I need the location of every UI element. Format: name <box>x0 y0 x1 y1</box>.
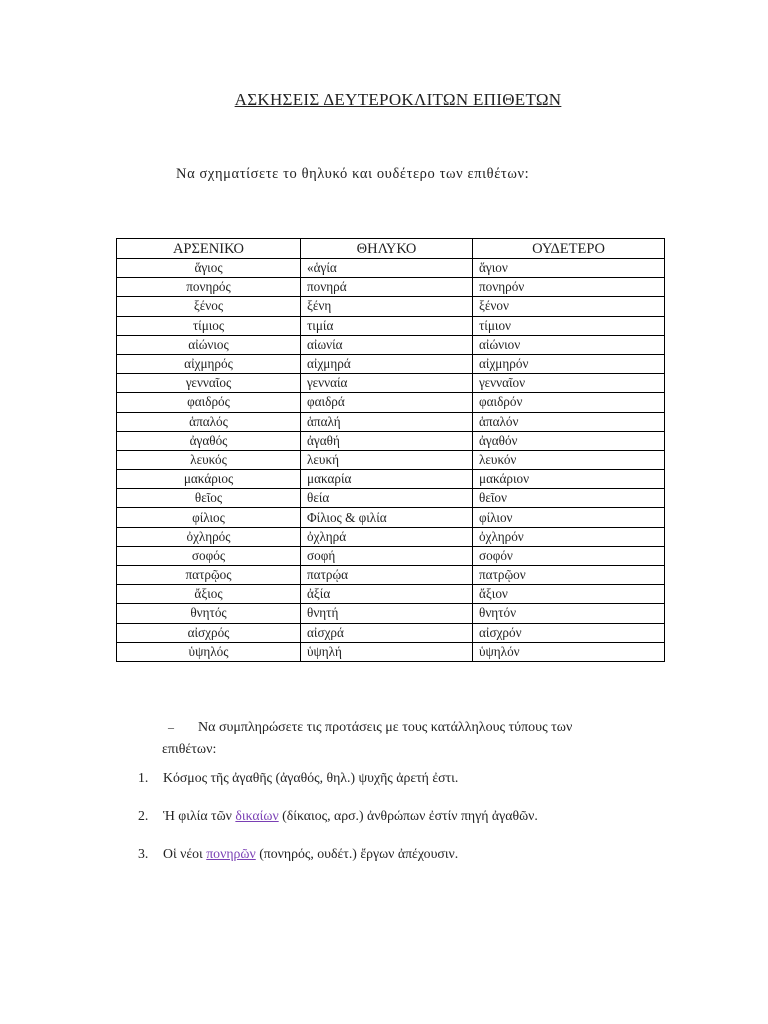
table-row <box>117 354 665 373</box>
cell-feminine: φαιδρά <box>301 393 473 412</box>
header-masculine: ΑΡΣΕΝΙΚΟ <box>117 239 301 259</box>
cell-neuter: ὑψηλόν <box>473 642 665 661</box>
cell-masculine: πονηρός <box>117 278 301 297</box>
exercise-item <box>138 846 458 862</box>
cell-neuter: ἀγαθόν <box>473 431 665 450</box>
exercise-item <box>138 808 538 824</box>
exercise-item <box>138 770 458 786</box>
cell-masculine: γενναῖος <box>117 374 301 393</box>
cell-masculine: σοφός <box>117 546 301 565</box>
exercise-number: 3. <box>138 846 149 861</box>
cell-neuter: φίλιον <box>473 508 665 527</box>
cell-feminine: πονηρά <box>301 278 473 297</box>
exercise-number: 2. <box>138 808 149 823</box>
cell-masculine: τίμιος <box>117 316 301 335</box>
cell-feminine: αἰωνία <box>301 335 473 354</box>
cell-masculine: θεῖος <box>117 489 301 508</box>
cell-feminine: τιμία <box>301 316 473 335</box>
instruction-form-adjectives: Να σχηματίσετε το θηλυκό και ουδέτερο των επιθέτων: <box>176 166 530 182</box>
cell-neuter: αἰχμηρόν <box>473 354 665 373</box>
cell-feminine: θεία <box>301 489 473 508</box>
cell-neuter: πατρῷον <box>473 566 665 585</box>
cell-masculine: ἀγαθός <box>117 431 301 450</box>
table-row <box>117 335 665 354</box>
exercise-text-after: (δίκαιος, αρσ.) ἀνθρώπων ἐστίν πηγή ἀγαθῶν. <box>278 808 538 823</box>
cell-neuter: τίμιον <box>473 316 665 335</box>
table-row <box>117 450 665 469</box>
cell-feminine: σοφή <box>301 546 473 565</box>
header-feminine: ΘΗΛΥΚΟ <box>301 239 473 259</box>
cell-neuter: λευκόν <box>473 450 665 469</box>
cell-feminine: ἀξία <box>301 585 473 604</box>
adjectives-table <box>116 238 665 662</box>
cell-masculine: αἰώνιος <box>117 335 301 354</box>
cell-masculine: πατρῷος <box>117 566 301 585</box>
cell-neuter: αἰσχρόν <box>473 623 665 642</box>
cell-feminine: αἰσχρά <box>301 623 473 642</box>
table-row <box>117 508 665 527</box>
table-row <box>117 278 665 297</box>
table-row <box>117 604 665 623</box>
cell-feminine: «ἁγία <box>301 259 473 278</box>
table-header-row <box>117 239 665 259</box>
table-row <box>117 470 665 489</box>
page-title: ΑΣΚΗΣΕΙΣ ΔΕΥΤΕΡΟΚΛΙΤΩΝ ΕΠΙΘΕΤΩΝ <box>234 90 562 109</box>
cell-masculine: ὑψηλός <box>117 642 301 661</box>
exercise-text: Κόσμος τῆς ἀγαθῆς (ἀγαθός, θηλ.) ψυχῆς ἀρετή ἐστι. <box>163 770 459 785</box>
cell-neuter: πονηρόν <box>473 278 665 297</box>
cell-neuter: θεῖον <box>473 489 665 508</box>
cell-feminine: ξένη <box>301 297 473 316</box>
dash-marker: – <box>168 720 174 734</box>
instruction2-line2: επιθέτων: <box>162 742 217 757</box>
cell-feminine: αἰχμηρά <box>301 354 473 373</box>
cell-feminine: ἁπαλή <box>301 412 473 431</box>
cell-feminine: ὑψηλή <box>301 642 473 661</box>
exercise-text-after: (πονηρός, ουδέτ.) ἔργων ἀπέχουσιν. <box>255 846 459 861</box>
cell-neuter: ξένον <box>473 297 665 316</box>
header-neuter: ΟΥΔΕΤΕΡΟ <box>473 239 665 259</box>
cell-masculine: ἅγιος <box>117 259 301 278</box>
cell-masculine: λευκός <box>117 450 301 469</box>
table-row <box>117 623 665 642</box>
cell-masculine: φίλιος <box>117 508 301 527</box>
exercise-text-before: Οἱ νέοι <box>163 846 207 861</box>
cell-masculine: ξένος <box>117 297 301 316</box>
table-row <box>117 412 665 431</box>
cell-neuter: ἄξιον <box>473 585 665 604</box>
table-row <box>117 259 665 278</box>
exercise-answer[interactable]: πονηρῶν <box>206 846 256 861</box>
cell-masculine: ὀχληρός <box>117 527 301 546</box>
cell-feminine: πατρῴα <box>301 566 473 585</box>
table-row <box>117 297 665 316</box>
cell-neuter: γενναῖον <box>473 374 665 393</box>
exercise-text-before: Ἡ φιλία τῶν <box>163 808 236 823</box>
instruction-fill-sentences <box>162 716 652 761</box>
table-row <box>117 527 665 546</box>
cell-feminine: γενναία <box>301 374 473 393</box>
cell-neuter: φαιδρόν <box>473 393 665 412</box>
cell-neuter: ὀχληρόν <box>473 527 665 546</box>
cell-feminine: μακαρία <box>301 470 473 489</box>
table-row <box>117 431 665 450</box>
table-row <box>117 546 665 565</box>
table-row <box>117 489 665 508</box>
cell-masculine: αἰχμηρός <box>117 354 301 373</box>
cell-masculine: θνητός <box>117 604 301 623</box>
table-row <box>117 393 665 412</box>
table-row <box>117 585 665 604</box>
cell-neuter: θνητόν <box>473 604 665 623</box>
cell-feminine: λευκή <box>301 450 473 469</box>
cell-feminine: θνητή <box>301 604 473 623</box>
cell-masculine: φαιδρός <box>117 393 301 412</box>
exercise-answer[interactable]: δικαίων <box>235 808 279 823</box>
exercise-number: 1. <box>138 770 149 785</box>
cell-masculine: ἁπαλός <box>117 412 301 431</box>
cell-feminine: Φίλιος & φιλία <box>301 508 473 527</box>
cell-masculine: μακάριος <box>117 470 301 489</box>
cell-neuter: ἁπαλόν <box>473 412 665 431</box>
cell-neuter: αἰώνιον <box>473 335 665 354</box>
cell-neuter: μακάριον <box>473 470 665 489</box>
table-row <box>117 642 665 661</box>
cell-masculine: ἄξιος <box>117 585 301 604</box>
table-row <box>117 374 665 393</box>
table-row <box>117 566 665 585</box>
cell-feminine: ἀγαθή <box>301 431 473 450</box>
cell-neuter: σοφόν <box>473 546 665 565</box>
cell-masculine: αἰσχρός <box>117 623 301 642</box>
cell-feminine: ὀχληρά <box>301 527 473 546</box>
instruction2-line1: Να συμπληρώσετε τις προτάσεις με τους κατάλληλους τύπους των <box>198 720 573 735</box>
table-row <box>117 316 665 335</box>
cell-neuter: ἅγιον <box>473 259 665 278</box>
